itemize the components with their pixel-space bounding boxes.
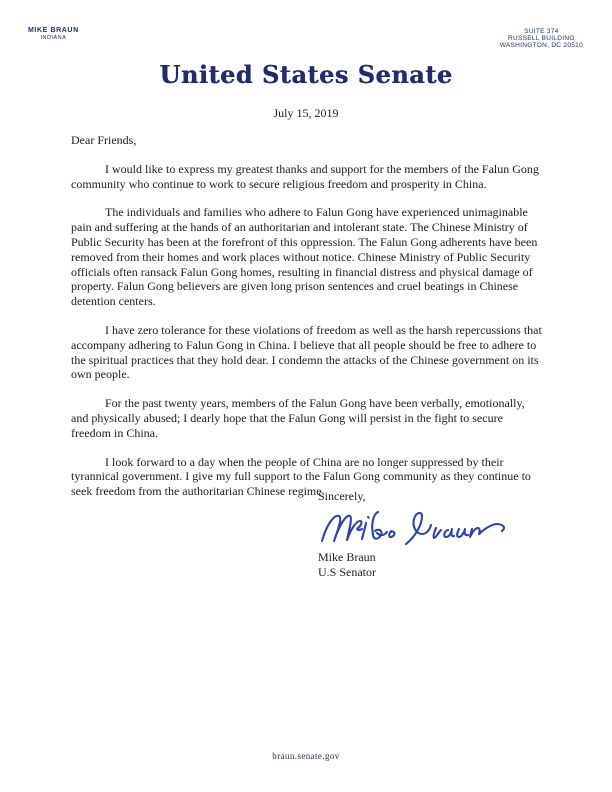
signer-name: Mike Braun — [318, 550, 376, 564]
sender-state: INDIANA — [40, 35, 67, 41]
sender-name: MIKE BRAUN — [28, 27, 79, 34]
signer-title: U.S Senator — [318, 564, 376, 579]
senate-title: United States Senate — [159, 60, 453, 89]
body-paragraph: I have zero tolerance for these violations of freedom as well as the harsh repercussions that accompany adhering to Falun Gong in China. I believe that all people should be free to adhere to the spiritual practices that they hold dear. I condemn the attacks of the Chinese government on its own people. — [71, 322, 542, 382]
closing: Sincerely, — [318, 489, 366, 503]
letter-date: July 15, 2019 — [273, 106, 339, 120]
sender-block — [28, 27, 79, 41]
salutation: Dear Friends, — [71, 133, 137, 147]
body-paragraph: The individuals and families who adhere to Falun Gong have experienced unimaginable pain and suffering at the hands of an authoritarian and intolerant state. The Chinese Ministry of Public Security has been at the forefront of this oppression. The Falun Gong adherents have been removed from their homes and work places without notice. Chinese Ministry of Public Security officials often ransack Falun Gong homes, resulting in financial distress and physical damage of property. Falun Gong believers are given long prison sentences and cruel beatings in Chinese detention centers. — [71, 205, 538, 309]
letter-body — [71, 133, 543, 513]
signature-mike-braun-icon — [318, 508, 510, 552]
office-address-line: SUITE 374 — [524, 28, 559, 35]
body-paragraph: I look forward to a day when the people of China are no longer suppressed by their tyrannical government. I give my full support to the Falun Gong community as they continue to seek freedom from the authoritarian Chinese regime. — [71, 454, 531, 499]
office-address-line: WASHINGTON, DC 20510 — [499, 42, 583, 49]
footer-website: braun.senate.gov — [272, 751, 340, 761]
signer-block — [318, 550, 376, 579]
body-paragraph: I would like to express my greatest thanks and support for the members of the Falun Gong community who continue to work to secure religious freedom and prosperity in China. — [71, 161, 539, 191]
office-address-line: RUSSELL BUILDING — [507, 35, 575, 42]
signature-strokes — [322, 512, 504, 544]
body-paragraph: For the past twenty years, members of the Falun Gong have been verbally, emotionally, and physically abused; I dearly hope that the Falun Gong will persist in the fight to secure freedom in China. — [71, 396, 525, 440]
signature — [318, 508, 510, 552]
office-address — [500, 28, 583, 49]
